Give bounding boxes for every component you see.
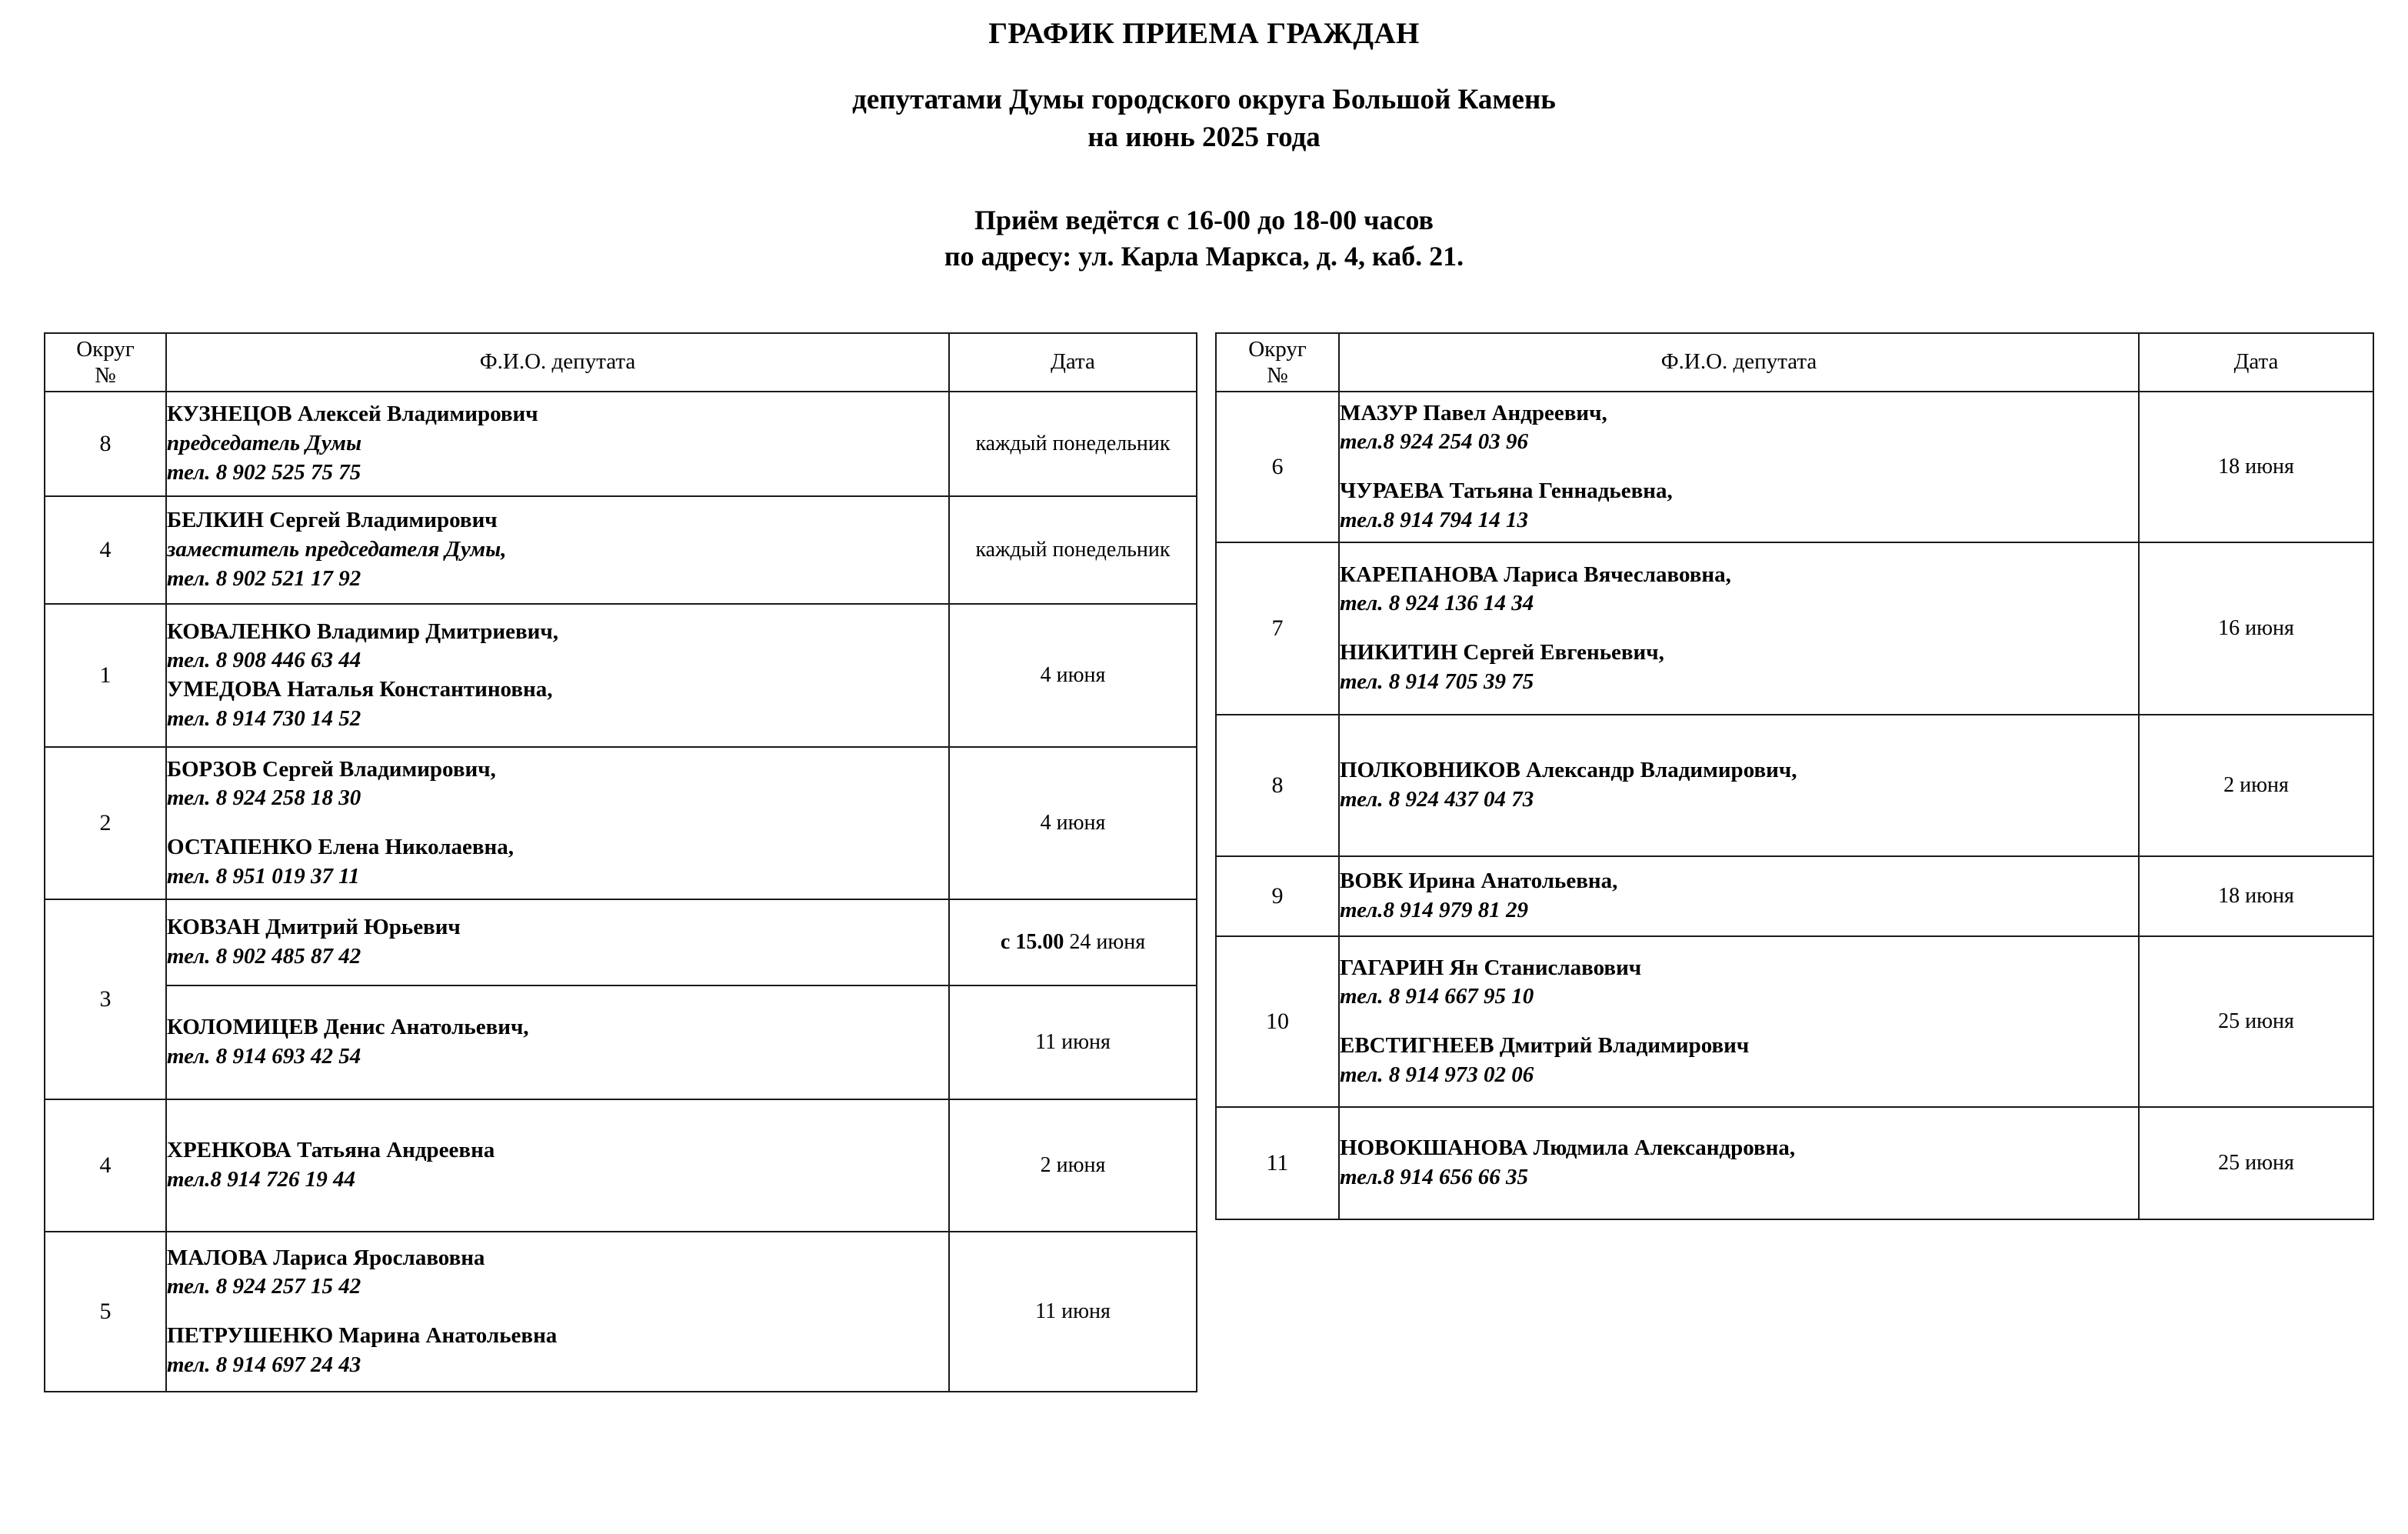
- cell-date: 11 июня: [949, 985, 1197, 1099]
- deputy-phone: тел. 8 914 667 95 10: [1340, 984, 1534, 1009]
- cell-okrug: 9: [1216, 856, 1339, 936]
- cell-date: 2 июня: [949, 1099, 1197, 1232]
- reception-address: по адресу: ул. Карла Маркса, д. 4, каб. 21.: [944, 240, 1464, 272]
- cell-okrug: 4: [45, 496, 166, 604]
- column-header-fio: Ф.И.О. депутата: [1339, 333, 2139, 392]
- table-row: [1216, 715, 2373, 856]
- spacer: [1340, 1012, 2138, 1032]
- deputy-phone: тел.8 914 794 14 13: [1340, 507, 1528, 532]
- column-header-okrug-word: Округ: [1248, 336, 1307, 362]
- cell-deputy: [1339, 1107, 2139, 1219]
- cell-okrug: 3: [45, 899, 166, 1099]
- deputy-phone: тел.8 914 979 81 29: [1340, 898, 1528, 922]
- deputy-phone: тел. 8 902 485 87 42: [167, 944, 361, 969]
- cell-deputy: [166, 747, 949, 899]
- cell-date: 4 июня: [949, 747, 1197, 899]
- deputy-name: ГАГАРИН Ян Станиславович: [1340, 955, 1642, 980]
- deputy-name: ПЕТРУШЕНКО Марина Анатольевна: [167, 1323, 558, 1348]
- table-row: [45, 604, 1197, 747]
- deputy-phone: тел. 8 908 446 63 44: [167, 648, 361, 673]
- cell-deputy: [1339, 715, 2139, 856]
- deputy-phone: тел. 8 902 525 75 75: [167, 459, 361, 485]
- cell-okrug: 8: [45, 392, 166, 496]
- table-row: [45, 1099, 1197, 1232]
- spacer: [1340, 619, 2138, 639]
- cell-date: 18 июня: [2139, 856, 2373, 936]
- reception-hours: Приём ведётся с 16-00 до 18-00 часов: [974, 204, 1434, 235]
- table-row: [1216, 936, 2373, 1107]
- deputy-phone: тел.8 914 726 19 44: [167, 1167, 355, 1192]
- cell-okrug: 7: [1216, 542, 1339, 715]
- deputy-phone: тел. 8 914 693 42 54: [167, 1044, 361, 1069]
- deputy-name: БОРЗОВ Сергей Владимирович,: [167, 756, 496, 782]
- table-row: [45, 747, 1197, 899]
- cell-okrug: 2: [45, 747, 166, 899]
- deputy-role: заместитель председателя Думы,: [167, 537, 507, 562]
- cell-date: 4 июня: [949, 604, 1197, 747]
- cell-okrug: 6: [1216, 392, 1339, 542]
- cell-okrug: 1: [45, 604, 166, 747]
- deputy-name: МАЛОВА Лариса Ярославовна: [167, 1245, 485, 1270]
- table-row: [1216, 542, 2373, 715]
- deputy-name: КАРЕПАНОВА Лариса Вячеславовна,: [1340, 562, 1731, 587]
- deputy-name: УМЕДОВА Наталья Константиновна,: [167, 677, 553, 702]
- deputy-name: КУЗНЕЦОВ Алексей Владимирович: [167, 402, 538, 427]
- cell-deputy: [1339, 392, 2139, 542]
- cell-deputy: [166, 899, 949, 985]
- deputy-name: НОВОКШАНОВА Людмила Александровна,: [1340, 1135, 1796, 1161]
- deputy-name: МАЗУР Павел Андреевич,: [1340, 400, 1607, 425]
- deputy-name: ЧУРАЕВА Татьяна Геннадьевна,: [1340, 479, 1673, 503]
- deputy-role: председатель Думы: [167, 431, 362, 456]
- table-row: [1216, 856, 2373, 936]
- cell-date: 25 июня: [2139, 936, 2373, 1107]
- cell-date: 16 июня: [2139, 542, 2373, 715]
- deputy-name: КОЛОМИЦЕВ Денис Анатольевич,: [167, 1015, 529, 1040]
- deputy-name: КОВАЛЕНКО Владимир Дмитриевич,: [167, 619, 558, 644]
- deputy-phone: тел. 8 924 437 04 73: [1340, 787, 1534, 812]
- table-row: [1216, 392, 2373, 542]
- date-time-prefix: с 15.00: [1000, 930, 1064, 954]
- schedule-table-left: [44, 332, 1197, 1392]
- cell-deputy: [166, 496, 949, 604]
- spacer: [167, 813, 948, 833]
- cell-okrug: 8: [1216, 715, 1339, 856]
- column-header-date: Дата: [2139, 333, 2373, 392]
- table-row: [45, 899, 1197, 985]
- column-header-okrug: [45, 333, 166, 392]
- column-header-okrug-number: №: [95, 363, 116, 388]
- reception-notice: [0, 202, 2408, 275]
- cell-okrug: 10: [1216, 936, 1339, 1107]
- deputy-phone: тел.8 914 656 66 35: [1340, 1165, 1528, 1189]
- deputy-phone: тел.8 924 254 03 96: [1340, 429, 1528, 455]
- deputy-phone: тел. 8 914 730 14 52: [167, 705, 361, 731]
- cell-deputy: [166, 392, 949, 496]
- cell-date: [949, 899, 1197, 985]
- deputy-name: ХРЕНКОВА Татьяна Андреевна: [167, 1138, 495, 1163]
- table-row: [45, 1232, 1197, 1392]
- deputy-name: ЕВСТИГНЕЕВ Дмитрий Владимирович: [1340, 1033, 1750, 1058]
- column-header-fio: Ф.И.О. депутата: [166, 333, 949, 392]
- deputy-phone: тел. 8 914 697 24 43: [167, 1352, 361, 1377]
- deputy-phone: тел. 8 924 257 15 42: [167, 1274, 361, 1299]
- spacer: [167, 1302, 948, 1322]
- spacer: [1340, 457, 2138, 477]
- column-header-date: Дата: [949, 333, 1197, 392]
- deputy-name: ВОВК Ирина Анатольевна,: [1340, 869, 1618, 894]
- deputy-name: НИКИТИН Сергей Евгеньевич,: [1340, 640, 1664, 665]
- cell-deputy: [1339, 936, 2139, 1107]
- cell-okrug: 11: [1216, 1107, 1339, 1219]
- deputy-name: ОСТАПЕНКО Елена Николаевна,: [167, 835, 514, 859]
- cell-deputy: [1339, 856, 2139, 936]
- column-header-okrug: [1216, 333, 1339, 392]
- cell-okrug: 4: [45, 1099, 166, 1232]
- deputy-name: ПОЛКОВНИКОВ Александр Владимирович,: [1340, 758, 1797, 783]
- page-subtitle-period: на июнь 2025 года: [1087, 122, 1321, 154]
- table-row: [1216, 1107, 2373, 1219]
- document-header: [0, 0, 2408, 275]
- table-row: [45, 985, 1197, 1099]
- deputy-phone: тел. 8 914 705 39 75: [1340, 669, 1534, 694]
- cell-date: каждый понедельник: [949, 496, 1197, 604]
- deputy-phone: тел. 8 951 019 37 11: [167, 863, 360, 889]
- table-row: [45, 392, 1197, 496]
- cell-deputy: [166, 985, 949, 1099]
- page-subtitle-body: депутатами Думы городского округа Большой Камень: [852, 83, 1556, 115]
- deputy-phone: тел. 8 902 521 17 92: [167, 565, 361, 591]
- cell-date: 25 июня: [2139, 1107, 2373, 1219]
- cell-date: каждый понедельник: [949, 392, 1197, 496]
- schedule-table-right: [1215, 332, 2374, 1220]
- cell-deputy: [1339, 542, 2139, 715]
- cell-deputy: [166, 604, 949, 747]
- cell-okrug: 5: [45, 1232, 166, 1392]
- deputy-phone: тел. 8 924 258 18 30: [167, 785, 361, 811]
- table-header-row: [45, 333, 1197, 392]
- table-row: [45, 496, 1197, 604]
- cell-date: 2 июня: [2139, 715, 2373, 856]
- table-header-row: [1216, 333, 2373, 392]
- cell-deputy: [166, 1099, 949, 1232]
- deputy-name: КОВЗАН Дмитрий Юрьевич: [167, 915, 461, 940]
- date-value: 24 июня: [1069, 930, 1146, 954]
- deputy-phone: тел. 8 914 973 02 06: [1340, 1062, 1534, 1087]
- page-title: ГРАФИК ПРИЕМА ГРАЖДАН: [988, 17, 1420, 50]
- cell-date: 18 июня: [2139, 392, 2373, 542]
- column-header-okrug-word: Округ: [76, 336, 135, 362]
- cell-deputy: [166, 1232, 949, 1392]
- cell-date: 11 июня: [949, 1232, 1197, 1392]
- deputy-phone: тел. 8 924 136 14 34: [1340, 591, 1534, 616]
- column-header-okrug-number: №: [1267, 363, 1288, 388]
- deputy-name: БЕЛКИН Сергей Владимирович: [167, 508, 498, 533]
